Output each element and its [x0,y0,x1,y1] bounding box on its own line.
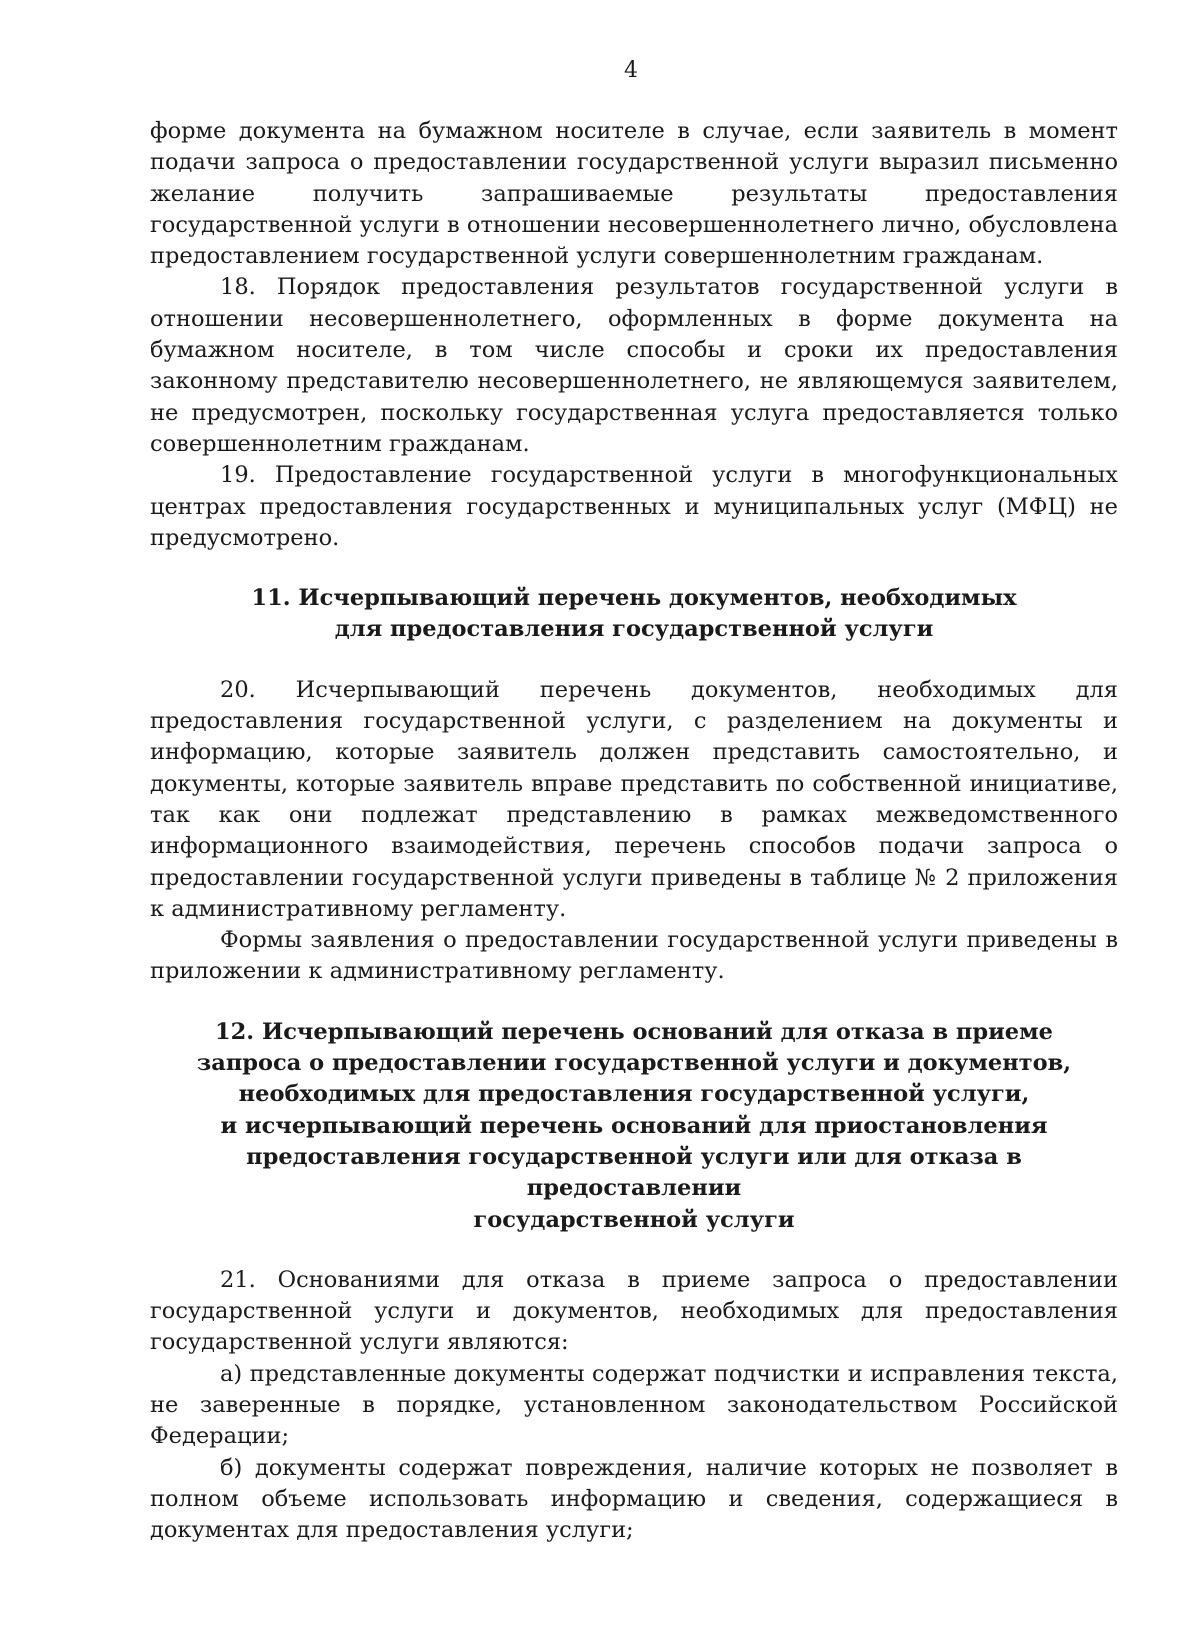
heading-line: необходимых для предоставления государственной услуги, [238,1081,1030,1108]
heading-line: 12. Исчерпывающий перечень оснований для отказа в приеме [215,1018,1053,1045]
heading-line: предоставления государственной услуги или для отказа в предоставлении [246,1143,1022,1202]
heading-line: для предоставления государственной услуги [334,616,934,643]
paragraph-21-a: а) представленные документы содержат подчистки и исправления текста, не заверенные в порядке, установленном законодательством Российской Федерации; [150,1360,1118,1450]
heading-line: и исчерпывающий перечень оснований для приостановления [220,1112,1048,1139]
page-number: 4 [624,58,638,83]
paragraph-19: 19. Предоставление государственной услуги в многофункциональных центрах предоставления государственных и муниципальных услуг (МФЦ) не предусмотрено. [150,462,1118,551]
paragraph-20: 20. Исчерпывающий перечень документов, необходимых для предоставления государственной услуги, с разделением на документы и информацию, которые заявитель должен представить самостоятельно, и документы, которые заявитель вправе представить по собственной инициативе, так как они подлежат представлению в рамках межведомственного информационного взаимодействия, перечень способов подачи запроса о предоставлении государственной услуги приведены в таблице № 2 приложения к административному регламенту. [150,676,1118,922]
heading-line: 11. Исчерпывающий перечень документов, необходимых [251,585,1017,612]
paragraph-17-continuation: форме документа на бумажном носителе в случае, если заявитель в момент подачи запроса о предоставлении государственной услуги выразил письменно желание получить запрашиваемые результаты предоставления государственной услуги в отношении несовершеннолетнего лично, обусловлена предоставлением государственной услуги совершеннолетним гражданам. [150,118,1118,270]
paragraph-18: 18. Порядок предоставления результатов государственной услуги в отношении несовершеннолетнего, оформленных в форме документа на бумажном носителе, в том числе способы и сроки их предоставления законному представителю несовершеннолетнего, не являющемуся заявителем, не предусмотрен, поскольку государственная услуга предоставляется только совершеннолетним гражданам. [150,274,1118,457]
paragraph-forms: Формы заявления о предоставлении государственной услуги приведены в приложении к административному регламенту. [150,927,1118,985]
section-heading-12 [150,1017,1118,1236]
paragraph-21: 21. Основаниями для отказа в приеме запроса о предоставлении государственной услуги и документов, необходимых для предоставления государственной услуги являются: [150,1266,1118,1356]
heading-line: запроса о предоставлении государственной услуги и документов, [196,1050,1072,1077]
heading-line: государственной услуги [473,1206,795,1233]
section-heading-11 [150,583,1118,646]
paragraph-21-b: б) документы содержат повреждения, наличие которых не позволяет в полном объеме использовать информацию и сведения, содержащиеся в документах для предоставления услуги; [150,1454,1118,1544]
document-body [150,116,1118,1546]
